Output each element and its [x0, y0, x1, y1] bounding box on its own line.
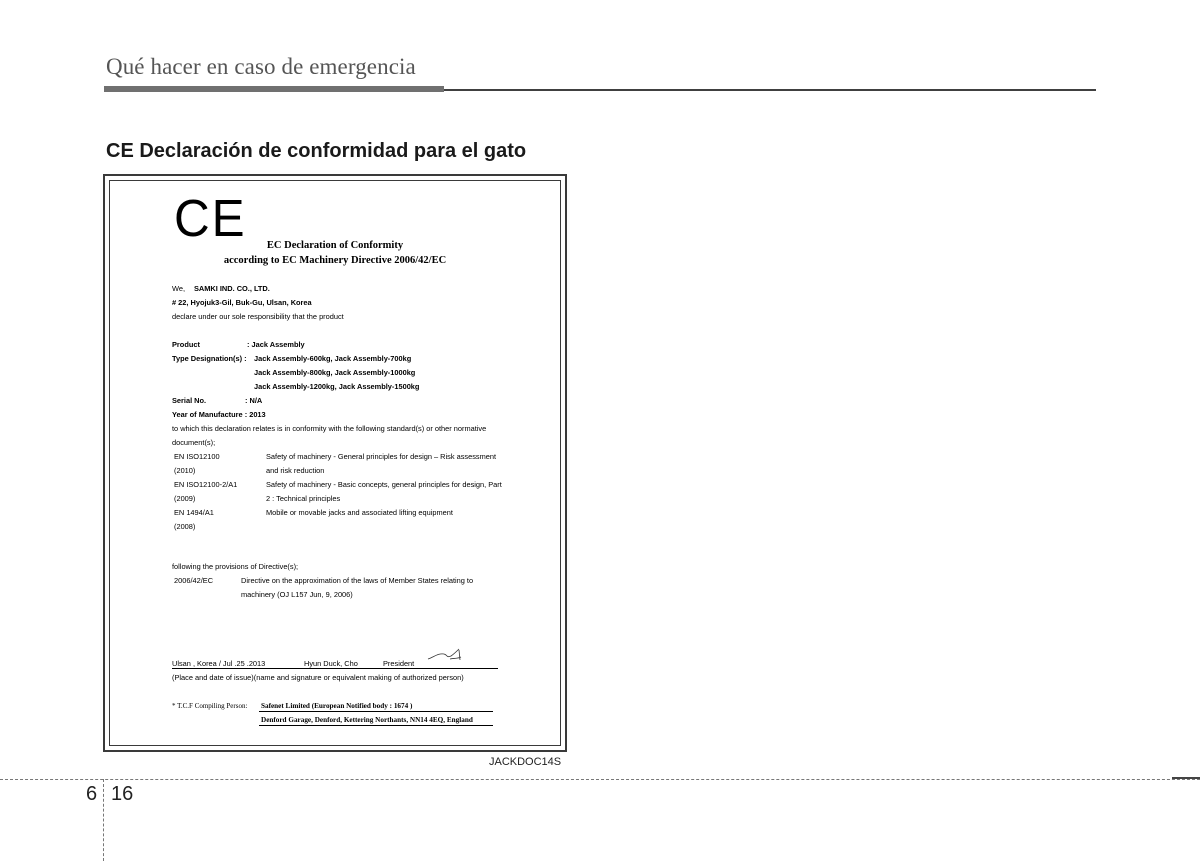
product-value: : Jack Assembly	[247, 340, 305, 349]
standard-description: Mobile or movable jacks and associated lifting equipment	[266, 508, 453, 517]
signature-line	[172, 668, 498, 669]
footer-rule-end	[1172, 777, 1200, 779]
standard-description: Safety of machinery - Basic concepts, general principles for design, Part	[266, 480, 502, 489]
tcf-underline	[259, 711, 493, 712]
type-value: Jack Assembly-1200kg, Jack Assembly-1500kg	[254, 382, 420, 391]
type-value: Jack Assembly-600kg, Jack Assembly-700kg	[254, 354, 412, 363]
conformity-text: document(s);	[172, 438, 216, 447]
sign-name: Hyun Duck, Cho	[304, 659, 358, 668]
standard-code: EN 1494/A1	[174, 508, 214, 517]
tcf-underline	[259, 725, 493, 726]
type-value: Jack Assembly-800kg, Jack Assembly-1000kg	[254, 368, 416, 377]
sign-title: President	[383, 659, 415, 668]
certificate-figure	[103, 174, 567, 752]
footer-dashed-rule	[0, 779, 1200, 780]
directive-description: machinery (OJ L157 Jun, 9, 2006)	[241, 590, 353, 599]
tcf-address: Denford Garage, Denford, Kettering Northants, NN14 4EQ, England	[261, 716, 473, 724]
certificate-document	[109, 180, 561, 746]
we-label: We,	[172, 284, 186, 293]
certificate-title-line1: EC Declaration of Conformity	[266, 240, 404, 251]
header-bar	[104, 86, 444, 92]
declare-text: declare under our sole responsibility that the product	[172, 312, 344, 321]
conformity-text: to which this declaration relates is in conformity with the following standard(s) or other normative	[172, 424, 487, 433]
standard-description: and risk reduction	[266, 466, 325, 475]
standard-year: (2008)	[174, 522, 196, 531]
product-label: Product	[172, 340, 200, 349]
standard-year: (2010)	[174, 466, 196, 475]
provisions-label: following the provisions of Directive(s);	[172, 562, 299, 571]
ce-mark-logo: CE	[174, 190, 247, 248]
header-rule	[444, 89, 1096, 91]
company-address: # 22, Hyojuk3-Gil, Buk-Gu, Ulsan, Korea	[172, 298, 312, 307]
directive-code: 2006/42/EC	[174, 576, 214, 585]
standard-code: EN ISO12100-2/A1	[174, 480, 238, 489]
signature-caption: (Place and date of issue)(name and signature or equivalent making of authorized person)	[172, 673, 464, 682]
year-of-manufacture: Year of Manufacture : 2013	[172, 410, 266, 419]
standard-year: (2009)	[174, 494, 196, 503]
certificate-title-line2: according to EC Machinery Directive 2006/42/EC	[223, 255, 447, 266]
company-name: SAMKI IND. CO., LTD.	[194, 284, 270, 293]
chapter-number: 6	[86, 783, 98, 805]
footer-dashed-divider	[103, 779, 104, 861]
chapter-title: Qué hacer en caso de emergencia	[106, 54, 416, 79]
serial-value: : N/A	[245, 396, 263, 405]
type-label: Type Designation(s) :	[172, 354, 247, 363]
figure-code: JACKDOC14S	[489, 756, 562, 768]
page-number: 16	[111, 783, 134, 805]
sign-place-date: Ulsan , Korea / Jul .25 .2013	[172, 659, 266, 668]
standard-code: EN ISO12100	[174, 452, 220, 461]
section-heading: CE Declaración de conformidad para el gato	[106, 140, 527, 162]
directive-description: Directive on the approximation of the laws of Member States relating to	[241, 576, 474, 585]
tcf-company: Safenet Limited (European Notified body : 1674 )	[261, 702, 413, 710]
standard-description: Safety of machinery - General principles for design – Risk assessment	[266, 452, 497, 461]
tcf-label: * T.C.F Compiling Person:	[172, 702, 248, 710]
standard-description: 2 : Technical principles	[266, 494, 341, 503]
serial-label: Serial No.	[172, 396, 207, 405]
handwritten-signature	[426, 647, 464, 663]
certificate-title	[110, 238, 560, 268]
